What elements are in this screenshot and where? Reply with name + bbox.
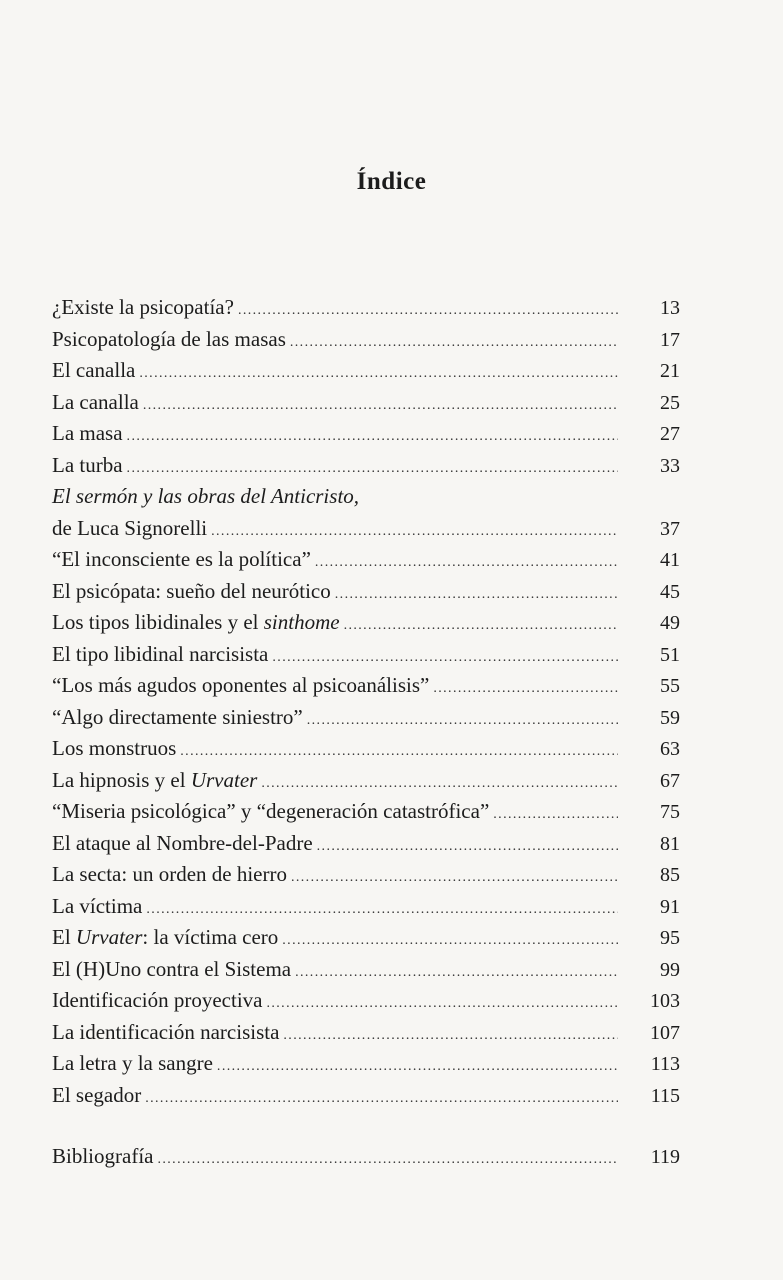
dot-leader — [261, 768, 618, 800]
toc-entry-title-line1: El sermón y las obras del Anticristo, — [52, 484, 360, 508]
dot-leader — [307, 705, 618, 737]
toc-entry-title: Identificación proyectiva — [52, 988, 263, 1012]
toc-entry-title: El canalla — [52, 358, 136, 382]
toc-entry-title: Los monstruos — [52, 736, 177, 760]
toc-page-number: 115 — [650, 1084, 680, 1107]
dot-leader — [238, 295, 618, 327]
toc-page-number: 103 — [650, 990, 680, 1012]
toc-entry-title: Psicopatología de las masas — [52, 326, 286, 351]
dot-leader — [127, 421, 618, 453]
toc-entry-title: “El inconsciente es la política” — [52, 547, 311, 571]
dot-leader — [139, 358, 618, 390]
toc-page-number: 49 — [660, 612, 680, 634]
dot-leader — [493, 799, 618, 831]
dot-leader — [145, 1083, 618, 1115]
toc-entry-title: La hipnosis y el Urvater — [52, 767, 258, 792]
toc-entry-title: La secta: un orden de hierro — [52, 862, 287, 886]
page-title: Índice — [356, 168, 427, 195]
table-of-contents — [52, 292, 680, 1173]
toc-page-number: 99 — [660, 958, 680, 981]
toc-entry-title: Los tipos libidinales y el sinthome — [52, 610, 340, 634]
toc-entry-title: de Luca Signorelli — [52, 515, 208, 540]
bibliography-entry: Bibliografía — [52, 1144, 154, 1168]
dot-leader — [295, 957, 618, 989]
toc-page-number: 25 — [660, 391, 680, 414]
dot-leader — [180, 736, 618, 768]
toc-entry-title: El ataque al Nombre-del-Padre — [52, 830, 313, 855]
toc-page-number: 63 — [660, 738, 680, 760]
toc-entry-title: La canalla — [52, 389, 139, 414]
bibliography-page-number: 119 — [650, 1146, 680, 1168]
toc-page-number: 107 — [650, 1021, 680, 1044]
toc-entry-title: El segador — [52, 1082, 142, 1107]
toc-entry-title: El Urvater: la víctima cero — [52, 925, 279, 949]
toc-page-number: 75 — [660, 801, 680, 823]
dot-leader — [315, 547, 618, 579]
toc-entry-title: “Los más agudos oponentes al psicoanálisis” — [52, 673, 430, 697]
dot-leader — [344, 610, 618, 642]
dot-leader — [317, 831, 618, 863]
dot-leader — [217, 1051, 618, 1083]
toc-page-number: 21 — [660, 360, 680, 382]
dot-leader — [266, 988, 618, 1020]
dot-leader — [272, 642, 618, 674]
toc-entry-title: ¿Existe la psicopatía? — [52, 295, 234, 319]
toc-page-number: 37 — [660, 517, 680, 540]
italic-term: Urvater — [190, 767, 258, 792]
dot-leader — [433, 673, 618, 705]
toc-entry-title: La identificación narcisista — [52, 1019, 280, 1044]
toc-entry-title: El psicópata: sueño del neurótico — [52, 578, 331, 603]
toc-page-number: 91 — [660, 895, 680, 918]
toc-page-number: 27 — [660, 423, 680, 445]
toc-entry-title: “Miseria psicológica” y “degeneración catastrófica” — [52, 799, 490, 823]
dot-leader — [282, 925, 618, 957]
dot-leader — [290, 327, 618, 359]
toc-entry-title: La turba — [52, 452, 123, 477]
dot-leader — [143, 390, 618, 422]
dot-leader — [146, 894, 618, 926]
toc-page-number: 33 — [660, 454, 680, 477]
toc-page-number: 59 — [660, 706, 680, 729]
toc-entry-title: El tipo libidinal narcisista — [52, 641, 269, 666]
toc-page-number: 41 — [660, 549, 680, 571]
dot-leader — [157, 1144, 618, 1176]
toc-page-number: 85 — [660, 864, 680, 886]
dot-leader — [211, 516, 618, 548]
italic-term: Urvater — [75, 925, 143, 949]
toc-page-number: 45 — [660, 580, 680, 603]
dot-leader — [283, 1020, 618, 1052]
dot-leader — [335, 579, 618, 611]
toc-page-number: 51 — [660, 643, 680, 666]
italic-term: sinthome — [263, 610, 340, 634]
toc-entry-title: La masa — [52, 421, 123, 445]
toc-entry-title: El (H)Uno contra el Sistema — [52, 956, 292, 981]
toc-entry-title: La víctima — [52, 893, 143, 918]
toc-entry-title: “Algo directamente siniestro” — [52, 704, 303, 729]
dot-leader — [127, 453, 618, 485]
dot-leader — [291, 862, 618, 894]
toc-page-number: 95 — [660, 927, 680, 949]
toc-page-number: 55 — [660, 675, 680, 697]
toc-page-number: 17 — [660, 328, 680, 351]
toc-page-number: 113 — [650, 1053, 680, 1075]
toc-page-number: 81 — [660, 832, 680, 855]
toc-page-number: 67 — [660, 769, 680, 792]
toc-page-number: 13 — [660, 297, 680, 319]
toc-entry-title: La letra y la sangre — [52, 1051, 213, 1075]
